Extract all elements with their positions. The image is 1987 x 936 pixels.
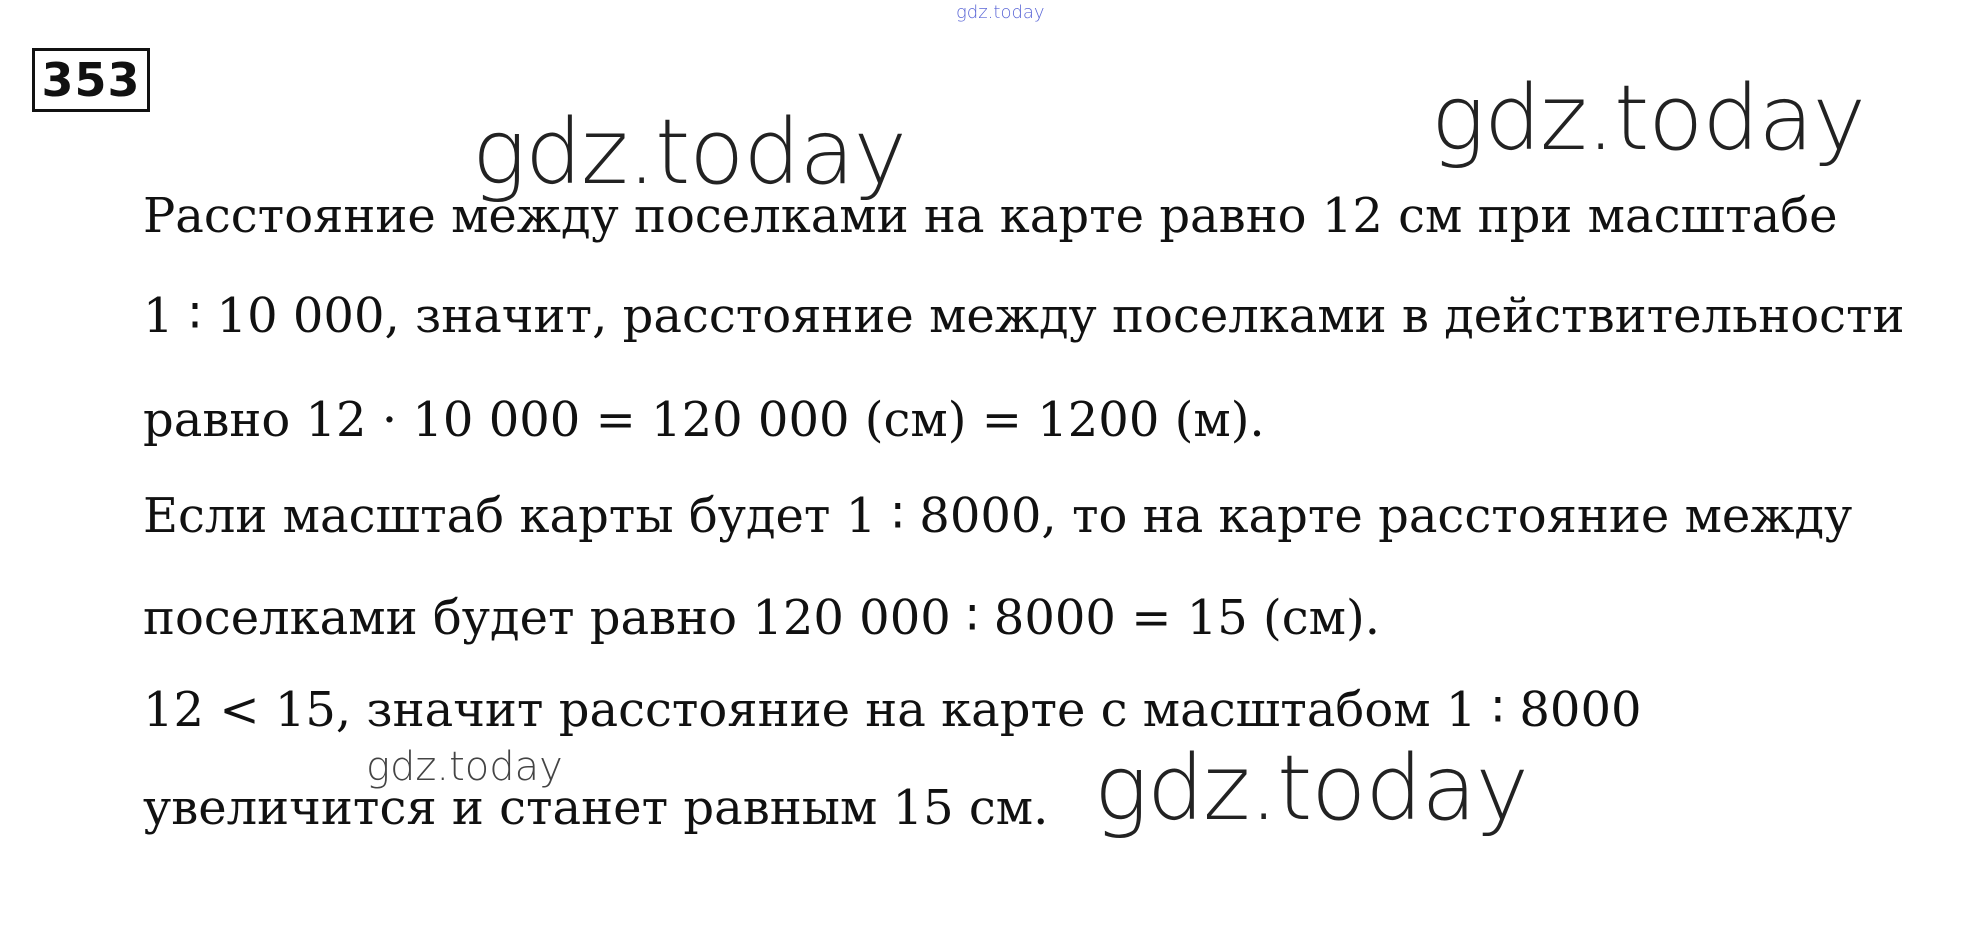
solution-line-3: равно 12 · 10 000 = 120 000 (см) = 1200 (м). (143, 392, 1265, 448)
solution-line-2: 1 ∶ 10 000, значит, расстояние между поселками в действительности (143, 288, 1905, 344)
solution-line-6: 12 < 15, значит расстояние на карте с масштабом 1 ∶ 8000 (143, 682, 1642, 738)
watermark-top: gdz.today (956, 2, 1045, 23)
watermark-big-left: gdz.today (472, 100, 906, 205)
solution-line-1: Расстояние между поселками на карте равно 12 см при масштабе (143, 188, 1838, 244)
solution-line-4: Если масштаб карты будет 1 ∶ 8000, то на карте расстояние между (143, 488, 1853, 544)
watermark-big-right: gdz.today (1431, 66, 1865, 171)
problem-number-box: 353 (32, 48, 150, 112)
solution-line-7: увеличится и станет равным 15 см. (143, 780, 1049, 836)
watermark-small-bottom: gdz.today (366, 744, 563, 790)
watermark-big-bottom: gdz.today (1094, 736, 1528, 841)
solution-line-5: поселками будет равно 120 000 ∶ 8000 = 15 (см). (143, 590, 1380, 646)
